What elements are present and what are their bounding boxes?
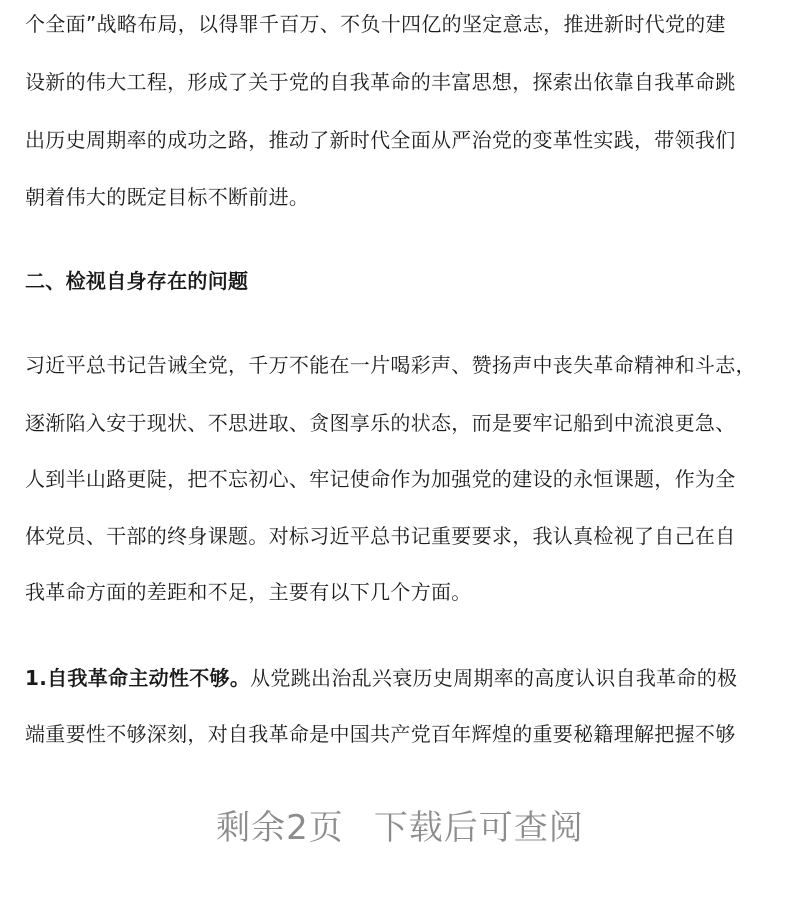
paragraph-line: 习近平总书记告诫全党，千万不能在一片喝彩声、赞扬声中丧失革命精神和斗志， <box>25 353 756 377</box>
paragraph-line: 我革命方面的差距和不足，主要有以下几个方面。 <box>25 580 472 604</box>
download-prompt-label: 下载后可查阅 <box>373 808 584 848</box>
paragraph-line: 朝着伟大的既定目标不断前进。 <box>25 185 310 209</box>
paragraph-line: 逐渐陷入安于现状、不思进取、贪图享乐的状态，而是要牢记船到中流浪更急、 <box>25 411 736 435</box>
remaining-pages-label: 剩余2页 <box>216 808 344 848</box>
paragraph-line: 人到半山路更陡，把不忘初心、牢记使命作为加强党的建设的永恒课题，作为全 <box>25 467 736 491</box>
paragraph-line: 个全面”战略布局，以得罪千百万、不负十四亿的坚定意志，推进新时代党的建 <box>25 12 726 36</box>
paragraph-line: 端重要性不够深刻，对自我革命是中国共产党百年辉煌的重要秘籍理解把握不够 <box>25 722 736 746</box>
paragraph-line: 体党员、干部的终身课题。对标习近平总书记重要要求，我认真检视了自己在自 <box>25 524 736 548</box>
download-to-view-link[interactable] <box>0 806 800 850</box>
section-heading: 二、检视自身存在的问题 <box>25 269 249 293</box>
paragraph-line: 出历史周期率的成功之路，推动了新时代全面从严治党的变革性实践，带领我们 <box>25 128 736 152</box>
item-lead-bold: 1.自我革命主动性不够。 <box>25 666 251 690</box>
paragraph-line <box>25 664 785 692</box>
item-text: 从党跳出治乱兴衰历史周期率的高度认识自我革命的极 <box>250 666 738 690</box>
paragraph-line: 设新的伟大工程，形成了关于党的自我革命的丰富思想，探索出依靠自我革命跳 <box>25 70 736 94</box>
